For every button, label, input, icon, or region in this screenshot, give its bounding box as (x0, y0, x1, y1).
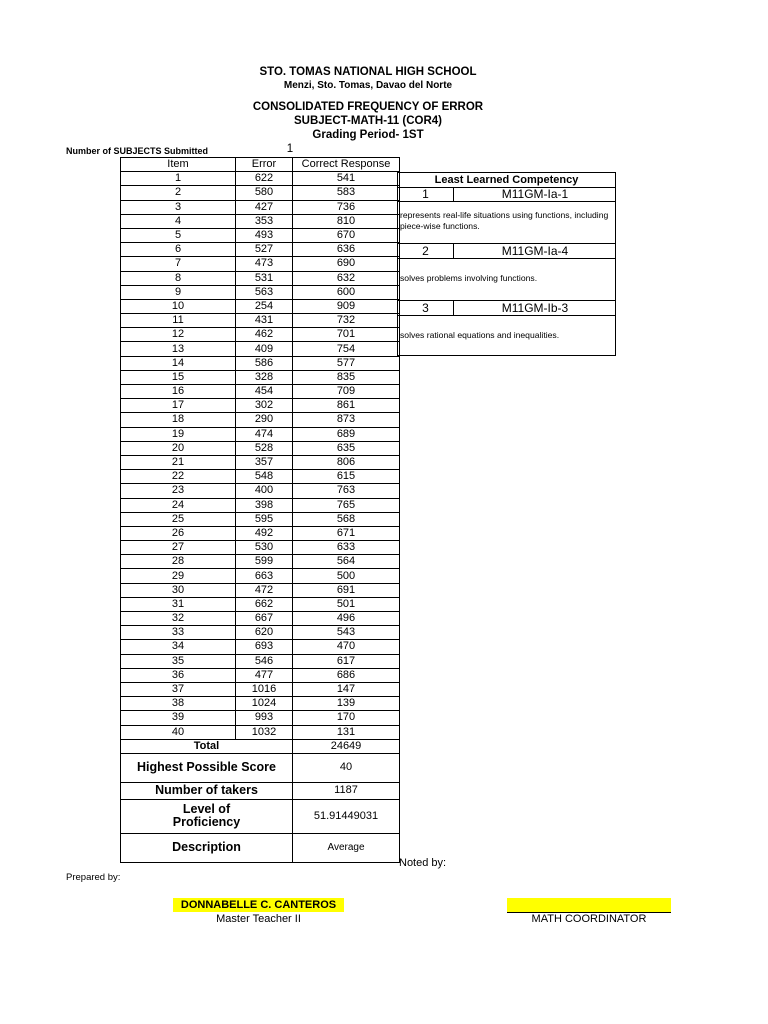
least-learned-competency-box (397, 172, 616, 356)
correct-response-cell: 500 (293, 569, 400, 583)
item-number-cell: 34 (121, 640, 236, 654)
item-number-cell: 7 (121, 257, 236, 271)
competency-number: 3 (398, 301, 454, 315)
item-number-cell: 24 (121, 498, 236, 512)
correct-response-cell: 765 (293, 498, 400, 512)
subjects-submitted-label: Number of SUBJECTS Submitted (66, 146, 209, 156)
error-count-cell: 290 (236, 413, 293, 427)
error-count-cell: 563 (236, 285, 293, 299)
table-row (121, 541, 400, 555)
error-count-cell: 353 (236, 214, 293, 228)
table-row (121, 328, 400, 342)
table-row (121, 555, 400, 569)
report-title: CONSOLIDATED FREQUENCY OF ERROR (252, 101, 484, 113)
error-count-cell: 531 (236, 271, 293, 285)
error-count-cell: 528 (236, 441, 293, 455)
table-row (121, 626, 400, 640)
table-row (121, 356, 400, 370)
item-number-cell: 15 (121, 370, 236, 384)
table-row (121, 342, 400, 356)
table-row (121, 455, 400, 469)
correct-response-cell: 689 (293, 427, 400, 441)
table-row (121, 484, 400, 498)
correct-response-cell: 541 (293, 172, 400, 186)
correct-response-cell: 633 (293, 541, 400, 555)
item-number-cell: 36 (121, 668, 236, 682)
table-row (121, 370, 400, 384)
error-count-cell: 663 (236, 569, 293, 583)
correct-response-cell: 763 (293, 484, 400, 498)
error-count-cell: 662 (236, 597, 293, 611)
table-row (121, 668, 400, 682)
error-count-cell: 527 (236, 243, 293, 257)
item-number-cell: 17 (121, 399, 236, 413)
item-number-cell: 14 (121, 356, 236, 370)
correct-response-cell: 131 (293, 725, 400, 739)
error-count-cell: 693 (236, 640, 293, 654)
error-count-cell: 477 (236, 668, 293, 682)
item-number-cell: 35 (121, 654, 236, 668)
item-number-cell: 3 (121, 200, 236, 214)
table-row (121, 725, 400, 739)
table-row (121, 498, 400, 512)
table-row (121, 597, 400, 611)
header-error: Error (236, 158, 293, 172)
error-count-cell: 454 (236, 385, 293, 399)
correct-response-cell: 170 (293, 711, 400, 725)
correct-response-cell: 543 (293, 626, 400, 640)
header-item: Item (121, 158, 236, 172)
item-number-cell: 39 (121, 711, 236, 725)
table-row (121, 385, 400, 399)
item-number-cell: 38 (121, 697, 236, 711)
error-count-cell: 474 (236, 427, 293, 441)
coordinator-title: MATH COORDINATOR (531, 913, 647, 925)
correct-response-cell: 632 (293, 271, 400, 285)
correct-response-cell: 732 (293, 314, 400, 328)
error-count-cell: 546 (236, 654, 293, 668)
competency-title: Least Learned Competency (398, 173, 615, 188)
takers-row (121, 782, 400, 799)
table-row (121, 526, 400, 540)
error-count-cell: 427 (236, 200, 293, 214)
competency-number: 2 (398, 244, 454, 258)
table-row (121, 583, 400, 597)
item-number-cell: 40 (121, 725, 236, 739)
item-number-cell: 13 (121, 342, 236, 356)
correct-response-cell: 873 (293, 413, 400, 427)
correct-response-cell: 617 (293, 654, 400, 668)
correct-response-cell: 147 (293, 682, 400, 696)
correct-response-cell: 583 (293, 186, 400, 200)
item-number-cell: 22 (121, 470, 236, 484)
description-row (121, 833, 400, 862)
error-count-cell: 462 (236, 328, 293, 342)
error-count-cell: 667 (236, 612, 293, 626)
item-number-cell: 25 (121, 512, 236, 526)
item-number-cell: 30 (121, 583, 236, 597)
competency-row (398, 187, 615, 202)
correct-response-cell: 600 (293, 285, 400, 299)
item-number-cell: 8 (121, 271, 236, 285)
proficiency-row (121, 799, 400, 833)
item-number-cell: 9 (121, 285, 236, 299)
correct-response-cell: 810 (293, 214, 400, 228)
error-count-cell: 1032 (236, 725, 293, 739)
table-row (121, 172, 400, 186)
error-count-cell: 493 (236, 228, 293, 242)
table-row (121, 399, 400, 413)
competency-code: M11GM-Ia-4 (501, 244, 569, 258)
correct-response-cell: 564 (293, 555, 400, 569)
noted-by-label: Noted by: (399, 857, 447, 869)
error-count-cell: 472 (236, 583, 293, 597)
subjects-submitted-value: 1 (286, 143, 294, 155)
correct-response-cell: 139 (293, 697, 400, 711)
error-count-cell: 530 (236, 541, 293, 555)
item-number-cell: 31 (121, 597, 236, 611)
table-row (121, 441, 400, 455)
table-row (121, 299, 400, 313)
correct-response-cell: 736 (293, 200, 400, 214)
hps-value: 40 (293, 753, 400, 782)
item-number-cell: 26 (121, 526, 236, 540)
item-number-cell: 5 (121, 228, 236, 242)
table-row (121, 257, 400, 271)
table-row (121, 612, 400, 626)
correct-response-cell: 806 (293, 455, 400, 469)
error-frequency-table (120, 157, 400, 863)
proficiency-value: 51.91449031 (293, 799, 400, 833)
table-row (121, 200, 400, 214)
competency-description: solves problems involving functions. (400, 273, 538, 283)
table-row (121, 243, 400, 257)
proficiency-label: Level of Proficiency (121, 799, 293, 833)
error-count-cell: 357 (236, 455, 293, 469)
item-number-cell: 23 (121, 484, 236, 498)
item-number-cell: 32 (121, 612, 236, 626)
correct-response-cell: 635 (293, 441, 400, 455)
error-count-cell: 586 (236, 356, 293, 370)
table-row (121, 214, 400, 228)
hps-row (121, 753, 400, 782)
error-count-cell: 595 (236, 512, 293, 526)
item-number-cell: 20 (121, 441, 236, 455)
table-header-row (121, 158, 400, 172)
correct-response-cell: 909 (293, 299, 400, 313)
error-count-cell: 328 (236, 370, 293, 384)
correct-response-cell: 671 (293, 526, 400, 540)
competency-row (398, 300, 615, 316)
competency-description: represents real-life situations using functions, including piece-wise functions. (400, 210, 609, 231)
error-count-cell: 620 (236, 626, 293, 640)
description-value: Average (293, 833, 400, 862)
item-number-cell: 37 (121, 682, 236, 696)
error-count-cell: 622 (236, 172, 293, 186)
school-name: STO. TOMAS NATIONAL HIGH SCHOOL (259, 66, 477, 78)
table-row (121, 314, 400, 328)
table-row (121, 470, 400, 484)
item-number-cell: 10 (121, 299, 236, 313)
correct-response-cell: 691 (293, 583, 400, 597)
item-number-cell: 2 (121, 186, 236, 200)
table-row (121, 228, 400, 242)
correct-response-cell: 670 (293, 228, 400, 242)
correct-response-cell: 470 (293, 640, 400, 654)
table-row (121, 569, 400, 583)
item-number-cell: 16 (121, 385, 236, 399)
error-count-cell: 599 (236, 555, 293, 569)
error-count-cell: 548 (236, 470, 293, 484)
correct-response-cell: 686 (293, 668, 400, 682)
competency-number: 1 (398, 187, 454, 201)
competency-row (398, 243, 615, 259)
correct-response-cell: 835 (293, 370, 400, 384)
table-row (121, 697, 400, 711)
error-count-cell: 254 (236, 299, 293, 313)
coordinator-signature-line (507, 898, 671, 913)
correct-response-cell: 501 (293, 597, 400, 611)
table-row (121, 285, 400, 299)
correct-response-cell: 568 (293, 512, 400, 526)
error-count-cell: 398 (236, 498, 293, 512)
correct-response-cell: 577 (293, 356, 400, 370)
table-row (121, 413, 400, 427)
item-number-cell: 4 (121, 214, 236, 228)
error-count-cell: 580 (236, 186, 293, 200)
error-count-cell: 400 (236, 484, 293, 498)
item-number-cell: 29 (121, 569, 236, 583)
correct-response-cell: 496 (293, 612, 400, 626)
correct-response-cell: 615 (293, 470, 400, 484)
error-count-cell: 302 (236, 399, 293, 413)
error-count-cell: 473 (236, 257, 293, 271)
total-row (121, 739, 400, 753)
error-count-cell: 492 (236, 526, 293, 540)
table-row (121, 271, 400, 285)
item-number-cell: 19 (121, 427, 236, 441)
item-number-cell: 18 (121, 413, 236, 427)
header-correct-response: Correct Response (293, 158, 400, 172)
item-number-cell: 28 (121, 555, 236, 569)
report-subject: SUBJECT-MATH-11 (COR4) (293, 115, 443, 127)
error-count-cell: 993 (236, 711, 293, 725)
preparer-title: Master Teacher II (216, 913, 301, 925)
grading-period: Grading Period- 1ST (312, 129, 424, 141)
description-label: Description (121, 833, 293, 862)
table-row (121, 654, 400, 668)
correct-response-cell: 690 (293, 257, 400, 271)
competency-code: M11GM-Ib-3 (501, 301, 569, 315)
error-count-cell: 431 (236, 314, 293, 328)
table-row (121, 427, 400, 441)
table-row (121, 640, 400, 654)
item-number-cell: 21 (121, 455, 236, 469)
table-row (121, 186, 400, 200)
item-number-cell: 12 (121, 328, 236, 342)
hps-label: Highest Possible Score (121, 753, 293, 782)
item-number-cell: 27 (121, 541, 236, 555)
competency-code: M11GM-Ia-1 (501, 187, 569, 201)
preparer-name: DONNABELLE C. CANTEROS (173, 898, 344, 912)
item-number-cell: 6 (121, 243, 236, 257)
table-row (121, 682, 400, 696)
correct-response-cell: 701 (293, 328, 400, 342)
item-number-cell: 11 (121, 314, 236, 328)
correct-response-cell: 636 (293, 243, 400, 257)
item-number-cell: 1 (121, 172, 236, 186)
school-address: Menzi, Sto. Tomas, Davao del Norte (283, 80, 453, 91)
correct-response-cell: 861 (293, 399, 400, 413)
error-count-cell: 409 (236, 342, 293, 356)
correct-response-cell: 754 (293, 342, 400, 356)
takers-value: 1187 (293, 782, 400, 799)
competency-description: solves rational equations and inequalities. (400, 330, 560, 340)
error-count-cell: 1016 (236, 682, 293, 696)
table-row (121, 512, 400, 526)
total-label: Total (121, 739, 293, 753)
correct-response-cell: 709 (293, 385, 400, 399)
error-count-cell: 1024 (236, 697, 293, 711)
takers-label: Number of takers (121, 782, 293, 799)
item-number-cell: 33 (121, 626, 236, 640)
total-value: 24649 (293, 739, 400, 753)
prepared-by-label: Prepared by: (66, 872, 121, 883)
table-row (121, 711, 400, 725)
